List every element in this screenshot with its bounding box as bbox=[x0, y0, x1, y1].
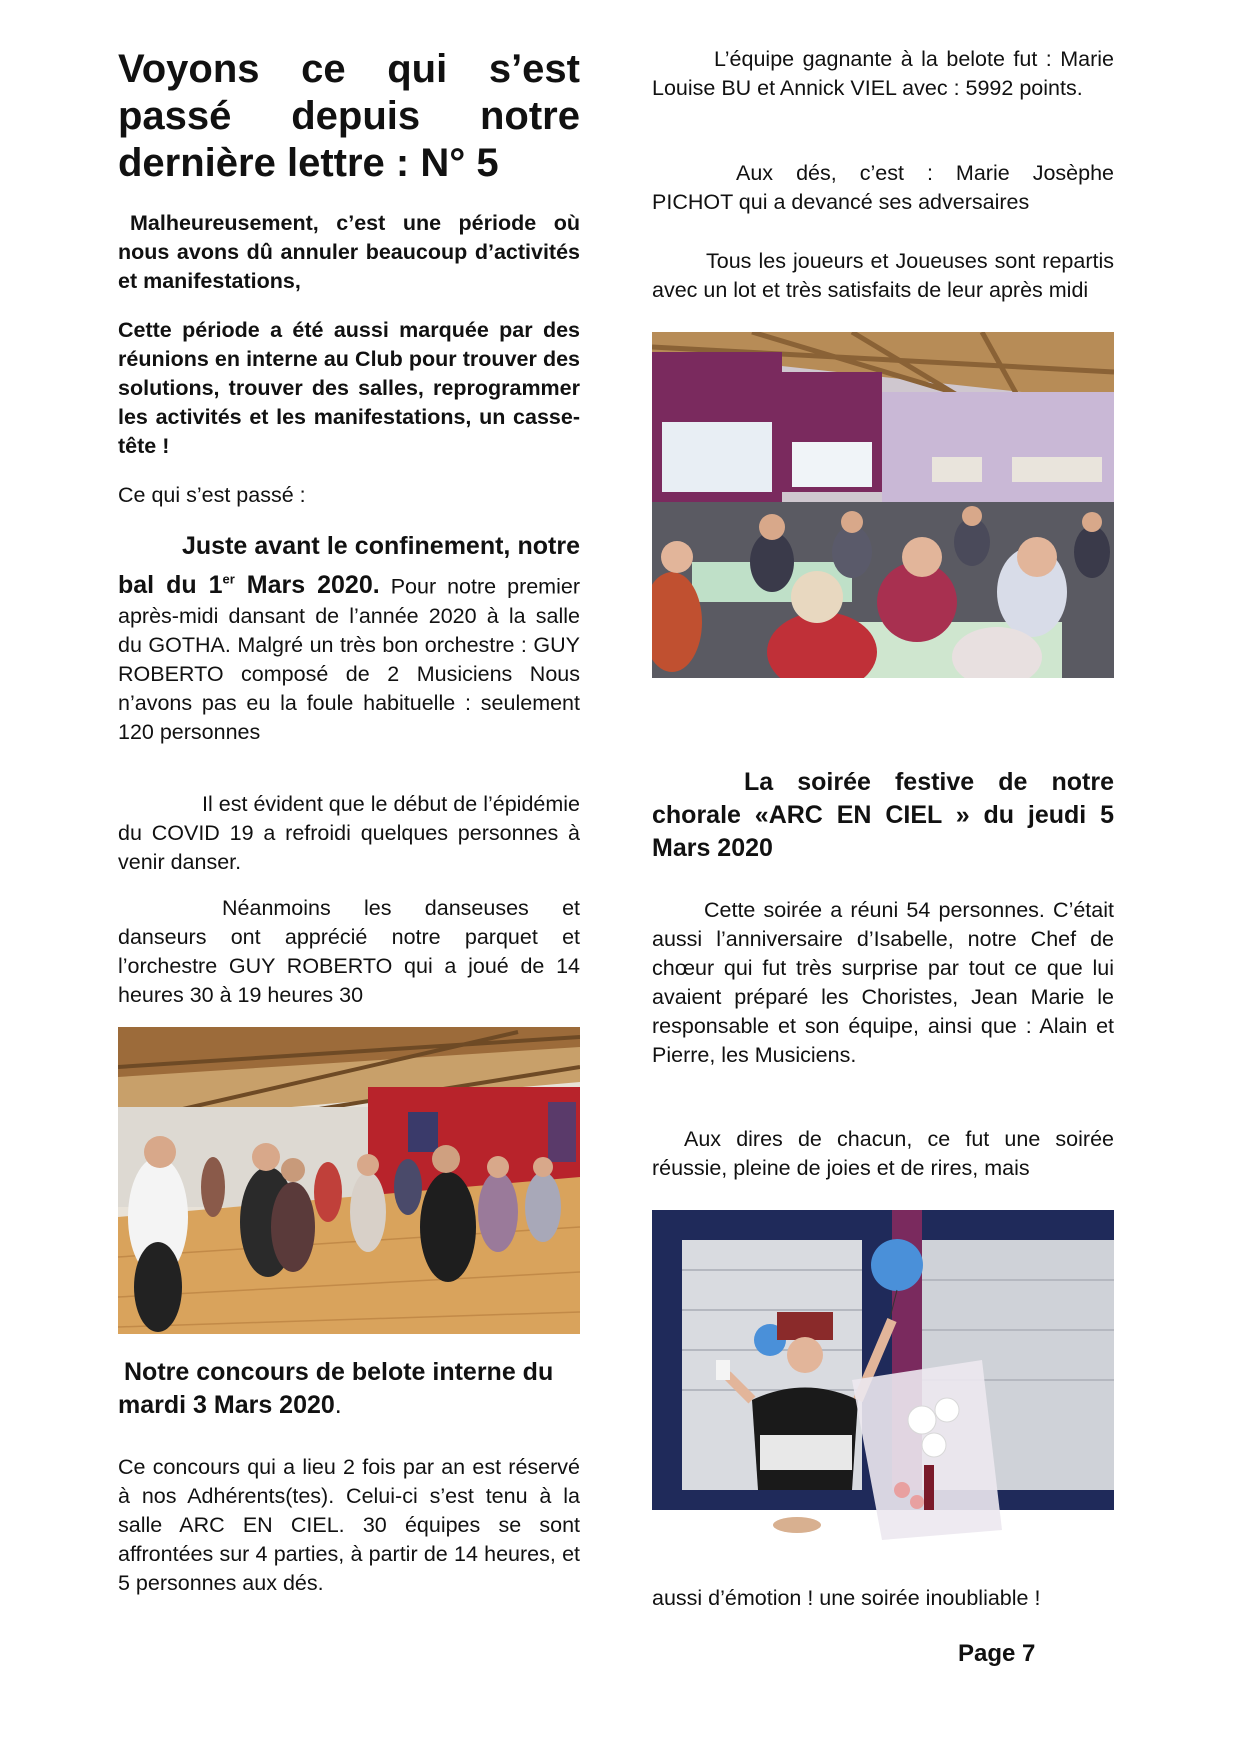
bal-heading: Juste avant le confinement, notre bal du 1er Mars 2020. bbox=[118, 532, 580, 600]
chorale-paragraph-2: Aux dires de chacun, ce fut une soirée réussie, pleine de joies et de rires, mais bbox=[652, 1127, 1114, 1180]
belote-photo bbox=[652, 332, 1114, 678]
belote-paragraph-3: Aux dés, c’est : Marie Josèphe PICHOT qui a devancé ses adversaires bbox=[652, 161, 1114, 214]
intro-paragraph-2: Cette période a été aussi marquée par des réunions en interne au Club pour trouver des solutions, trouver des salles, reprogrammer les activités et les manifestations, un casse-tête ! bbox=[118, 318, 580, 458]
belote-heading: Notre concours de belote interne du mardi 3 Mars 2020. bbox=[118, 1358, 554, 1419]
bal-paragraph-2: Il est évident que le début de l’épidémie du COVID 19 a refroidi quelques personnes à venir danser. bbox=[118, 792, 580, 874]
page-number: Page 7 bbox=[958, 1640, 1036, 1667]
page-title-line2: dernière lettre : N° 5 bbox=[118, 141, 499, 185]
belote-paragraph-2: L’équipe gagnante à la belote fut : Marie Louise BU et Annick VIEL avec : 5992 points. bbox=[652, 47, 1114, 100]
bal-text: Pour notre premier après-midi dansant de l’année 2020 à la salle du GOTHA. Malgré un très bon orchestre : GUY ROBERTO composé de 2 Musiciens Nous n’avons pas eu la foule habituelle : seulement 120 personnes bbox=[118, 574, 580, 745]
belote-paragraph-1: Ce concours qui a lieu 2 fois par an est réservé à nos Adhérents(tes). Celui-ci s’est tenu à la salle ARC EN CIEL. 30 équipes se sont affrontées sur 4 parties, à partir de 14 heures, et 5 personnes aux dés. bbox=[118, 1455, 580, 1595]
bal-paragraph-3: Néanmoins les danseuses et danseurs ont apprécié notre parquet et l’orchestre GUY ROBERTO qui a joué de 14 heures 30 à 19 heures 30 bbox=[118, 896, 580, 1007]
dance-hall-photo bbox=[118, 1027, 580, 1334]
intro-paragraph-3: Ce qui s’est passé : bbox=[118, 483, 306, 507]
chorale-paragraph-3: aussi d’émotion ! une soirée inoubliable ! bbox=[652, 1586, 1041, 1610]
belote-paragraph-4: Tous les joueurs et Joueuses sont repartis avec un lot et très satisfaits de leur après midi bbox=[652, 249, 1114, 302]
intro-paragraph-1: Malheureusement, c’est une période où nous avons dû annuler beaucoup d’activités et manifestations, bbox=[118, 211, 580, 293]
bal-section bbox=[118, 530, 580, 747]
chorale-heading: La soirée festive de notre chorale «ARC EN CIEL » du jeudi 5 Mars 2020 bbox=[652, 768, 1114, 862]
chorale-photo bbox=[652, 1210, 1114, 1554]
page-title-line1: Voyons ce qui s’est passé depuis notre bbox=[118, 47, 580, 138]
page-title bbox=[118, 46, 580, 187]
chorale-paragraph-1: Cette soirée a réuni 54 personnes. C’était aussi l’anniversaire d’Isabelle, notre Chef de chœur qui fut très surprise par tout ce que lui avaient préparé les Choristes, Jean Marie le responsable et son équipe, ainsi que : Alain et Pierre, les Musiciens. bbox=[652, 898, 1114, 1067]
